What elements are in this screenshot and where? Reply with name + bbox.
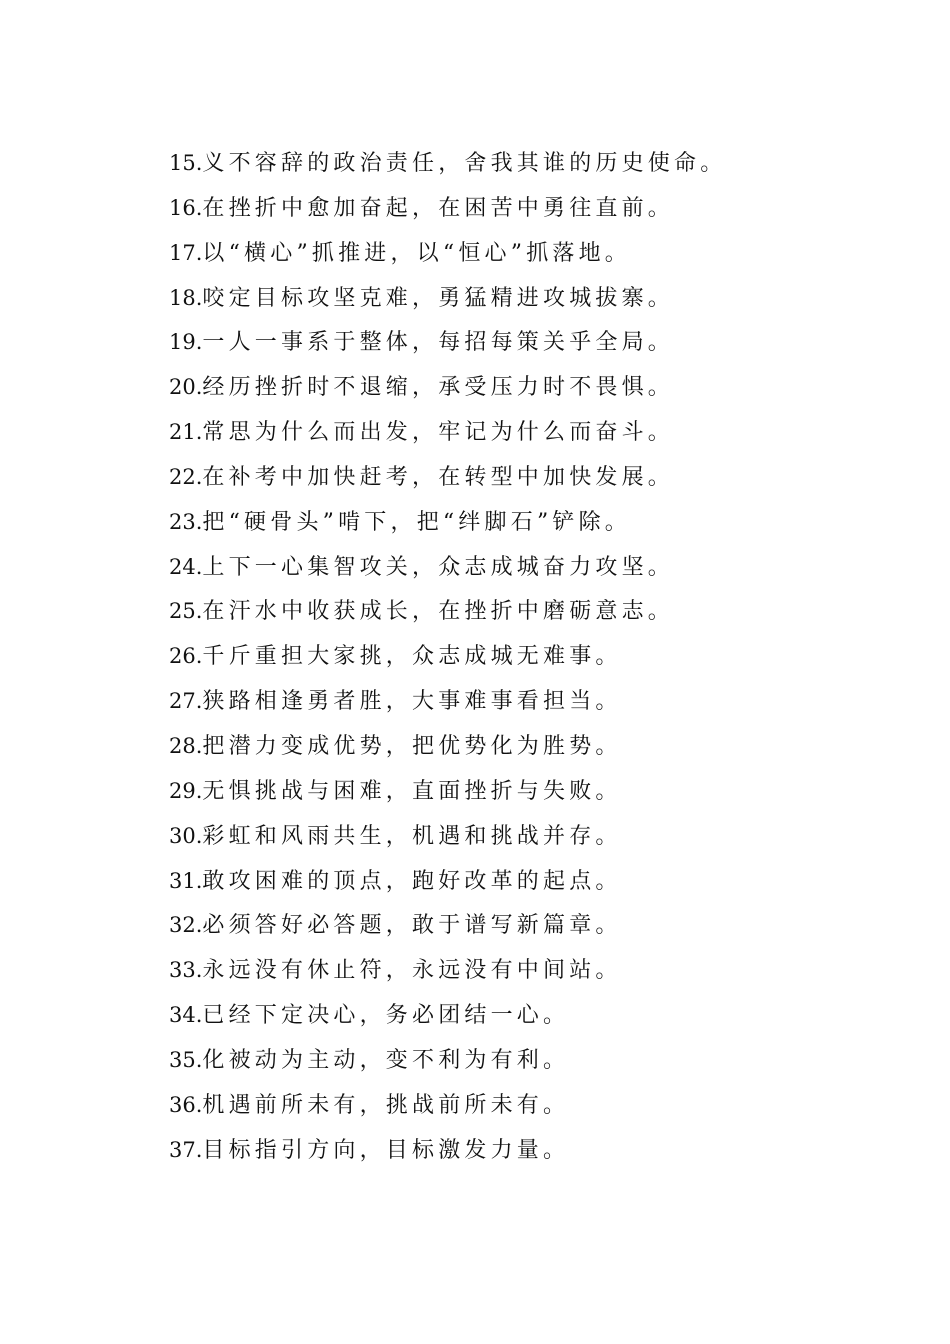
- item-text: 把“硬骨头”啃下，把“绊脚石”铲除。: [202, 509, 631, 535]
- list-item: [169, 769, 889, 814]
- item-text: 无惧挑战与困难，直面挫折与失败。: [202, 778, 622, 804]
- list-item: [169, 141, 889, 186]
- item-number: 16.: [169, 195, 203, 220]
- item-number: 29.: [169, 778, 203, 803]
- item-text: 上下一心集智攻关，众志成城奋力攻坚。: [202, 554, 675, 580]
- list-item: [169, 1128, 889, 1173]
- item-text: 以“横心”抓推进，以“恒心”抓落地。: [202, 240, 631, 266]
- item-text: 咬定目标攻坚克难，勇猛精进攻城拔寨。: [202, 285, 675, 311]
- item-text: 目标指引方向，目标激发力量。: [202, 1137, 570, 1163]
- item-number: 20.: [169, 375, 203, 400]
- list-item: [169, 903, 889, 948]
- item-number: 34.: [169, 1003, 203, 1028]
- item-number: 37.: [169, 1137, 203, 1162]
- list-item: [169, 186, 889, 231]
- item-text: 彩虹和风雨共生，机遇和挑战并存。: [202, 823, 622, 849]
- item-text: 经历挫折时不退缩，承受压力时不畏惧。: [202, 375, 675, 401]
- item-number: 32.: [169, 913, 203, 938]
- list-item: [169, 993, 889, 1038]
- item-number: 23.: [169, 509, 203, 534]
- item-text: 机遇前所未有，挑战前所未有。: [202, 1092, 570, 1118]
- item-number: 35.: [169, 1047, 203, 1072]
- list-item: [169, 276, 889, 321]
- item-number: 21.: [169, 420, 203, 445]
- item-text: 化被动为主动，变不利为有利。: [202, 1047, 570, 1073]
- item-number: 33.: [169, 958, 203, 983]
- list-item: [169, 679, 889, 724]
- list-item: [169, 545, 889, 590]
- list-item: [169, 231, 889, 276]
- list-item: [169, 410, 889, 455]
- item-text: 把潜力变成优势，把优势化为胜势。: [202, 733, 622, 759]
- list-item: [169, 634, 889, 679]
- list-item: [169, 814, 889, 859]
- list-item: [169, 948, 889, 993]
- item-number: 30.: [169, 823, 203, 848]
- item-number: 26.: [169, 644, 203, 669]
- item-text: 千斤重担大家挑，众志成城无难事。: [202, 644, 622, 670]
- list-item: [169, 320, 889, 365]
- list-item: [169, 724, 889, 769]
- item-text: 狭路相逢勇者胜，大事难事看担当。: [202, 689, 622, 715]
- item-number: 36.: [169, 1092, 203, 1117]
- item-number: 22.: [169, 464, 203, 489]
- list-item: [169, 1038, 889, 1083]
- item-text: 常思为什么而出发，牢记为什么而奋斗。: [202, 420, 675, 446]
- item-number: 28.: [169, 733, 203, 758]
- item-number: 19.: [169, 330, 203, 355]
- item-text: 在挫折中愈加奋起，在困苦中勇往直前。: [202, 195, 675, 221]
- list-item: [169, 589, 889, 634]
- item-number: 15.: [169, 151, 203, 175]
- numbered-phrase-list: [169, 141, 889, 1172]
- item-text: 一人一事系于整体，每招每策关乎全局。: [202, 330, 675, 356]
- item-text: 在补考中加快赶考，在转型中加快发展。: [202, 464, 675, 490]
- item-number: 17.: [169, 240, 203, 265]
- list-item: [169, 455, 889, 500]
- item-text: 已经下定决心，务必团结一心。: [202, 1003, 570, 1029]
- item-text: 义不容辞的政治责任，舍我其谁的历史使命。: [202, 151, 727, 176]
- item-text: 敢攻困难的顶点，跑好改革的起点。: [202, 868, 622, 894]
- item-number: 25.: [169, 599, 203, 624]
- item-number: 18.: [169, 285, 203, 310]
- item-text: 必须答好必答题，敢于谱写新篇章。: [202, 913, 622, 939]
- list-item: [169, 365, 889, 410]
- item-text: 在汗水中收获成长，在挫折中磨砺意志。: [202, 599, 675, 625]
- item-number: 27.: [169, 689, 203, 714]
- list-item: [169, 1083, 889, 1128]
- item-number: 24.: [169, 554, 203, 579]
- item-number: 31.: [169, 868, 203, 893]
- list-item: [169, 500, 889, 545]
- item-text: 永远没有休止符，永远没有中间站。: [202, 958, 622, 984]
- list-item: [169, 859, 889, 904]
